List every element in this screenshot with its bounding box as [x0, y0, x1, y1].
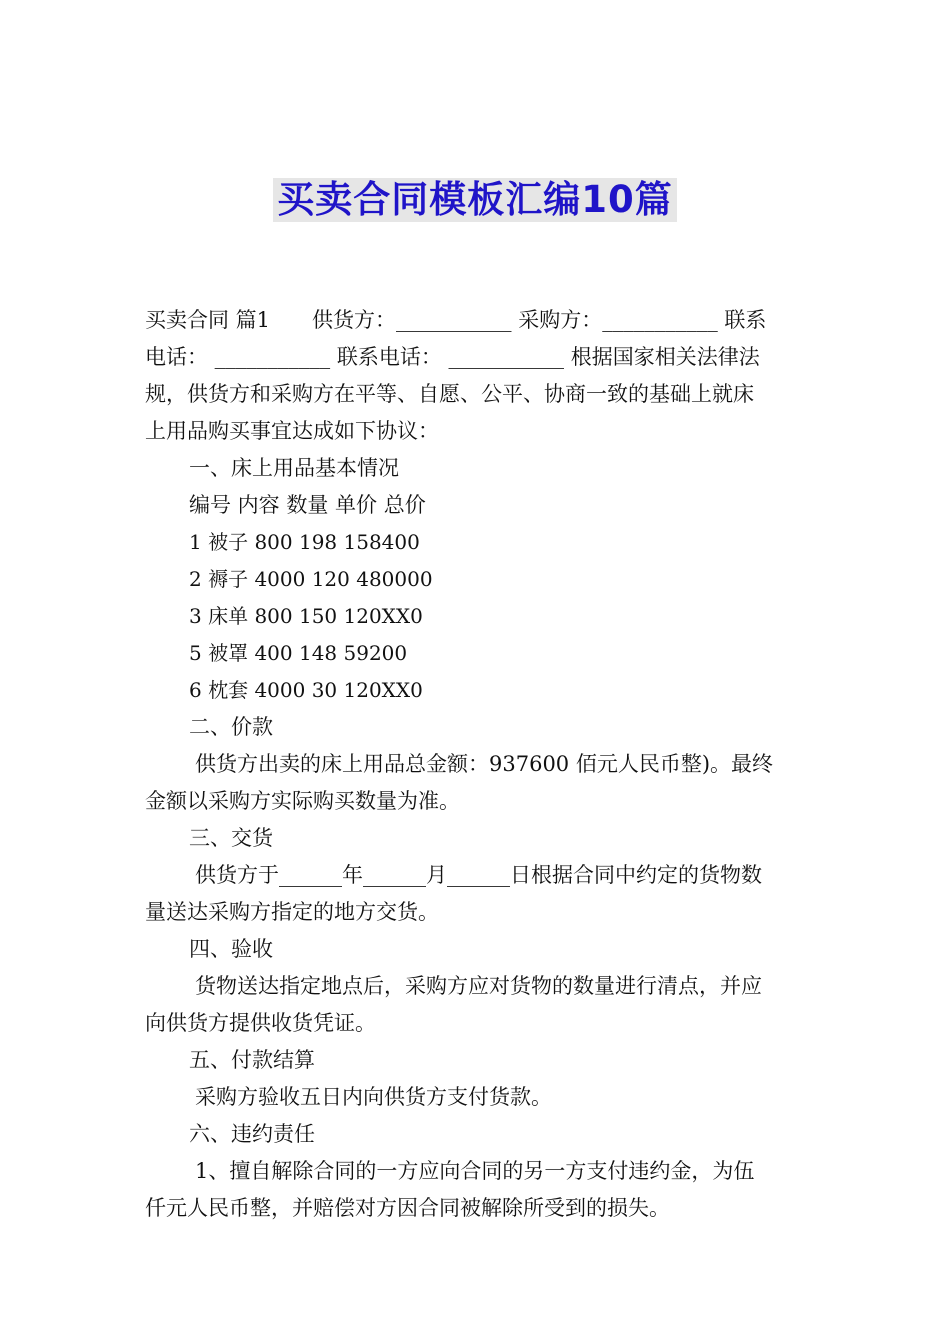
section-heading-1: 一、床上用品基本情况 [189, 456, 399, 480]
title-container [0, 178, 950, 222]
delivery-paragraph-line-1: 供货方于______年______月______日根据合同中约定的货物数 [195, 863, 762, 887]
delivery-paragraph-line-2: 量送达采购方指定的地方交货。 [145, 900, 439, 924]
document-body [145, 302, 807, 1227]
price-paragraph-line-2: 金额以采购方实际购买数量为准。 [145, 789, 460, 813]
intro-line-2: 电话： ___________ 联系电话： ___________ 根据国家相关法律法 [145, 345, 760, 369]
intro-line-4: 上用品购买事宜达成如下协议： [145, 419, 439, 443]
intro-line-1: 买卖合同 篇1 供货方：___________ 采购方：___________ 联系 [145, 308, 767, 332]
section-heading-6: 六、违约责任 [189, 1122, 315, 1146]
liability-paragraph-line-1: 1、擅自解除合同的一方应向合同的另一方支付违约金，为伍 [195, 1159, 755, 1183]
table-row: 6 枕套 4000 30 120XX0 [189, 678, 423, 702]
table-row: 5 被罩 400 148 59200 [189, 641, 408, 665]
acceptance-paragraph-line-2: 向供货方提供收货凭证。 [145, 1011, 376, 1035]
table-row: 2 褥子 4000 120 480000 [189, 567, 433, 591]
acceptance-paragraph-line-1: 货物送达指定地点后，采购方应对货物的数量进行清点，并应 [195, 974, 762, 998]
section-heading-4: 四、验收 [189, 937, 273, 961]
payment-paragraph: 采购方验收五日内向供货方支付货款。 [195, 1085, 552, 1109]
liability-paragraph-line-2: 仟元人民币整，并赔偿对方因合同被解除所受到的损失。 [145, 1196, 670, 1220]
section-heading-2: 二、价款 [189, 715, 273, 739]
table-row: 1 被子 800 198 158400 [189, 530, 420, 554]
section-heading-5: 五、付款结算 [189, 1048, 315, 1072]
document-title: 买卖合同模板汇编10篇 [273, 178, 677, 222]
table-row: 3 床单 800 150 120XX0 [189, 604, 423, 628]
price-paragraph-line-1: 供货方出卖的床上用品总金额：937600 佰元人民币整)。最终 [195, 752, 774, 776]
intro-line-3: 规，供货方和采购方在平等、自愿、公平、协商一致的基础上就床 [145, 382, 754, 406]
table-header: 编号 内容 数量 单价 总价 [189, 493, 426, 517]
section-heading-3: 三、交货 [189, 826, 273, 850]
